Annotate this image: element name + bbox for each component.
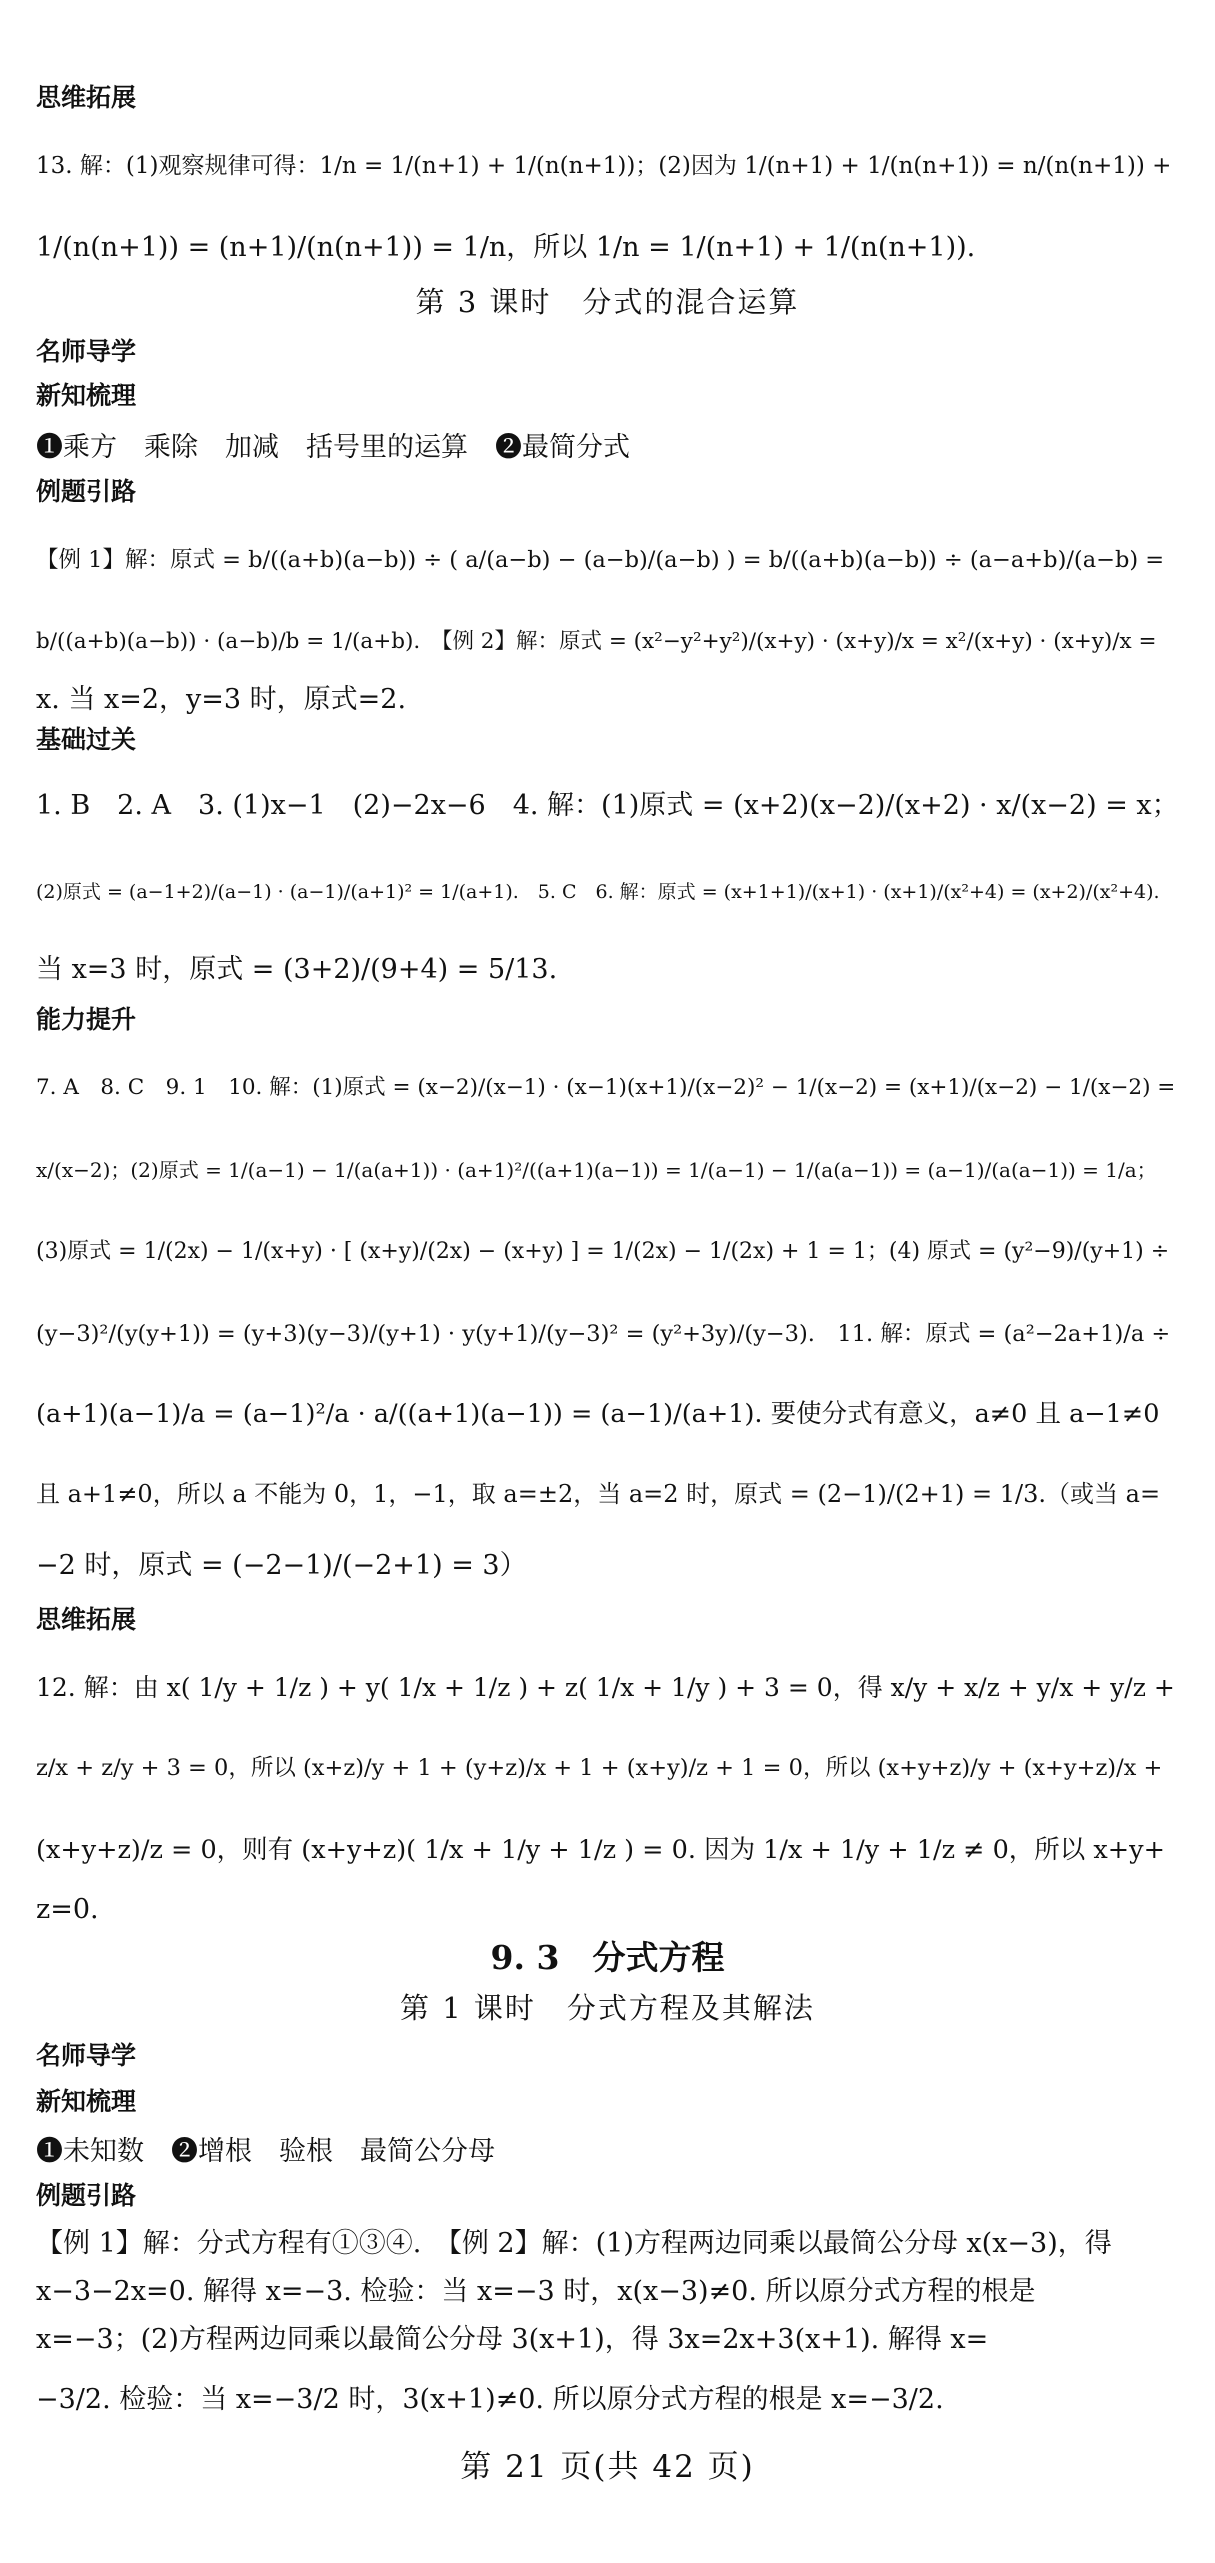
answer-line: x/(x−2)；(2)原式 = 1/(a−1) − 1/(a(a+1)) · (a+1)²/((a+1)(a−1)) = 1/(a−1) − 1/(a(a−1)) = (a−1)/(a(a−1)) = 1/a； [36, 1158, 1157, 1182]
page-footer: 第 21 页(共 42 页) [460, 2449, 755, 2485]
answer-line: ❶乘方 乘除 加减 括号里的运算 ❷最简分式 [36, 432, 630, 463]
answer-line: 1/(n(n+1)) = (n+1)/(n(n+1)) = 1/n，所以 1/n = 1/(n+1) + 1/(n(n+1)). [36, 232, 976, 263]
section-heading-ability: 能力提升 [36, 1005, 137, 1034]
answer-line: z=0. [36, 1894, 99, 1925]
answer-line: b/((a+b)(a−b)) · (a−b)/b = 1/(a+b). 【例 2】解：原式 = (x²−y²+y²)/(x+y) · (x+y)/x = x²/(x+y) · (x+y)/x = [36, 629, 1157, 654]
answer-line: 【例 1】解：分式方程有①③④. 【例 2】解：(1)方程两边同乘以最简公分母 x(x−3)，得 [36, 2228, 1112, 2259]
section-heading-basics: 基础过关 [36, 725, 137, 754]
answer-line: (3)原式 = 1/(2x) − 1/(x+y) · [ (x+y)/(2x) − (x+y) ] = 1/(2x) − 1/(2x) + 1 = 1；(4) 原式 = (y²−9)/(y+1) ÷ [36, 1239, 1170, 1264]
answer-line: (a+1)(a−1)/a = (a−1)²/a · a/((a+1)(a−1)) = (a−1)/(a+1). 要使分式有意义，a≠0 且 a−1≠0 [36, 1399, 1160, 1429]
answer-line: ❶未知数 ❷增根 验根 最简公分母 [36, 2136, 495, 2167]
section-heading-examples: 例题引路 [36, 2181, 137, 2210]
answer-line: −2 时，原式 = (−2−1)/(−2+1) = 3） [36, 1550, 527, 1581]
section-title: 9. 3 分式方程 [490, 1938, 725, 1977]
section-heading-examples: 例题引路 [36, 477, 137, 506]
answer-line: 12. 解：由 x( 1/y + 1/z ) + y( 1/x + 1/z ) + z( 1/x + 1/y ) + 3 = 0，得 x/y + x/z + y/x + y/z + [36, 1673, 1175, 1702]
answer-line: −3/2. 检验：当 x=−3/2 时，3(x+1)≠0. 所以原分式方程的根是 x=−3/2. [36, 2384, 944, 2415]
section-heading-thinking-extension: 思维拓展 [36, 83, 137, 112]
answer-line: x. 当 x=2，y=3 时，原式=2. [36, 684, 407, 715]
section-heading-new-knowledge: 新知梳理 [36, 381, 137, 410]
answer-line: 当 x=3 时，原式 = (3+2)/(9+4) = 5/13. [36, 954, 558, 985]
lesson-title: 第 1 课时 分式方程及其解法 [400, 1991, 815, 2025]
answer-line: 7. A 8. C 9. 1 10. 解：(1)原式 = (x−2)/(x−1) · (x−1)(x+1)/(x−2)² − 1/(x−2) = (x+1)/(x−2) − 1/(x−2) = [36, 1075, 1176, 1100]
answer-line: z/x + z/y + 3 = 0，所以 (x+z)/y + 1 + (y+z)/x + 1 + (x+y)/z + 1 = 0，所以 (x+y+z)/y + (x+y+z)/x + [36, 1755, 1163, 1781]
answer-line: (x+y+z)/z = 0，则有 (x+y+z)( 1/x + 1/y + 1/z ) = 0. 因为 1/x + 1/y + 1/z ≠ 0，所以 x+y+ [36, 1835, 1165, 1865]
section-heading-teacher-guide: 名师导学 [36, 337, 137, 366]
answer-line: 1. B 2. A 3. (1)x−1 (2)−2x−6 4. 解：(1)原式 = (x+2)(x−2)/(x+2) · x/(x−2) = x； [36, 790, 1179, 821]
answer-line: x=−3；(2)方程两边同乘以最简公分母 3(x+1)，得 3x=2x+3(x+1). 解得 x= [36, 2324, 989, 2355]
answer-line: 【例 1】解：原式 = b/((a+b)(a−b)) ÷ ( a/(a−b) − (a−b)/(a−b) ) = b/((a+b)(a−b)) ÷ (a−a+b)/(a−b) = [36, 547, 1165, 573]
section-heading-thinking-extension: 思维拓展 [36, 1605, 137, 1634]
section-heading-teacher-guide: 名师导学 [36, 2041, 137, 2070]
lesson-title: 第 3 课时 分式的混合运算 [415, 285, 800, 319]
answer-line: (2)原式 = (a−1+2)/(a−1) · (a−1)/(a+1)² = 1/(a+1). 5. C 6. 解：原式 = (x+1+1)/(x+1) · (x+1)/(x²+4) = (x+2)/(x²+4). [36, 881, 1160, 903]
answer-line: 13. 解：(1)观察规律可得：1/n = 1/(n+1) + 1/(n(n+1))；(2)因为 1/(n+1) + 1/(n(n+1)) = n/(n(n+1)) + [36, 153, 1172, 179]
answer-line: 且 a+1≠0，所以 a 不能为 0，1，−1，取 a=±2，当 a=2 时，原式 = (2−1)/(2+1) = 1/3.（或当 a= [36, 1480, 1161, 1508]
section-heading-new-knowledge: 新知梳理 [36, 2087, 137, 2116]
answer-line: x−3−2x=0. 解得 x=−3. 检验：当 x=−3 时，x(x−3)≠0. 所以原分式方程的根是 [36, 2276, 1036, 2307]
answer-line: (y−3)²/(y(y+1)) = (y+3)(y−3)/(y+1) · y(y+1)/(y−3)² = (y²+3y)/(y−3). 11. 解：原式 = (a²−2a+1)/a ÷ [36, 1321, 1171, 1347]
